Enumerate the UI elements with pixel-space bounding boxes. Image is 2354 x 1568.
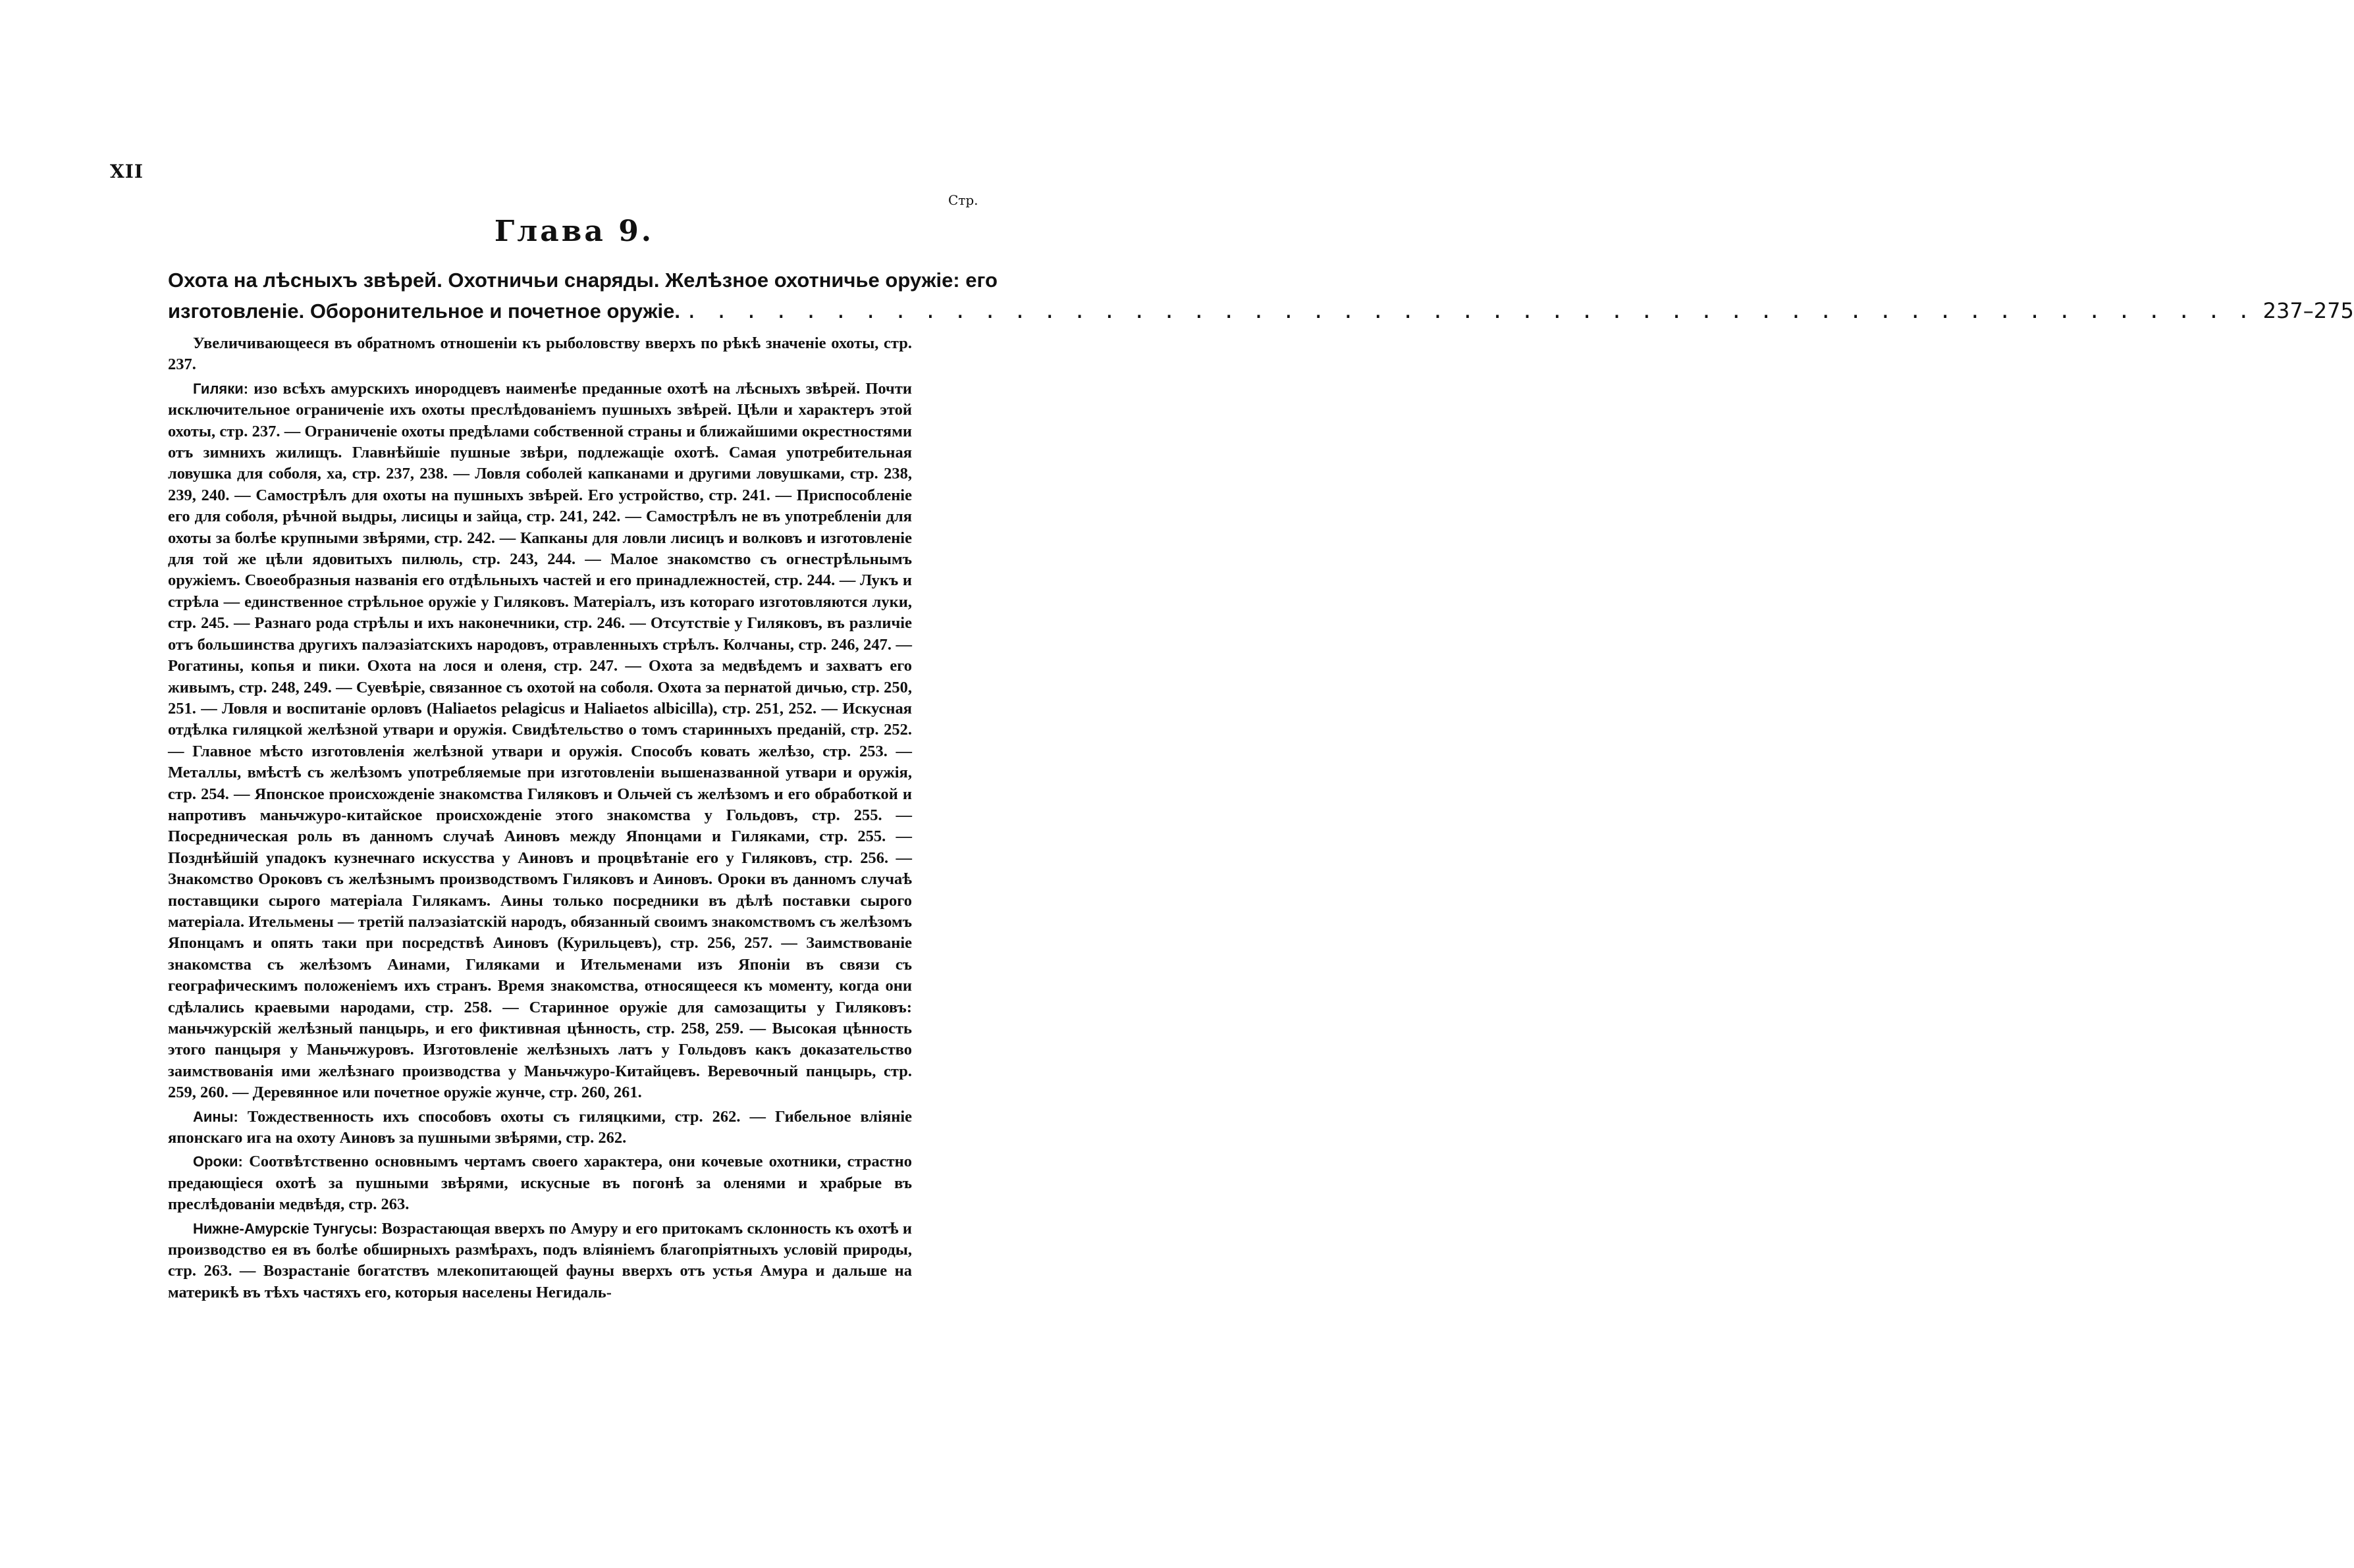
page-range: 237–275	[2262, 298, 2354, 323]
paragraph-text: изо всѣхъ амурскихъ инородцевъ наименѣе преданные охотѣ на лѣсныхъ звѣрей. Почти исключительное ограниченіе ихъ охоты преслѣдованіемъ пушныхъ звѣрей. Цѣли и характеръ этой охоты, стр. 237. — Ограниченіе охоты предѣлами собственной страны и ближайшими окрестностями отъ зимнихъ жилищъ. Главнѣйшіе пушные звѣри, подлежащіе охотѣ. Самая употребительная ловушка для соболя, ха, стр. 237, 238. — Ловля соболей капканами и другими ловушками, стр. 238, 239, 240. — Самострѣлъ для охоты на пушныхъ звѣрей. Его устройство, стр. 241. — Приспособленіе его для соболя, рѣчной выдры, лисицы и зайца, стр. 241, 242. — Самострѣлъ не въ употребленіи для охоты за болѣе крупными звѣрями, стр. 242. — Капканы для ловли лисицъ и волковъ и изготовленіе для той же цѣли ядовитыхъ пилюль, стр. 243, 244. — Малое знакомство съ огнестрѣльнымъ оружіемъ. Своеобразныя названія его отдѣльныхъ частей и его принадлежностей, стр. 244. — Лукъ и стрѣла — единственное стрѣльное оружіе у Гиляковъ. Матеріалъ, изъ котораго изготовляются луки, стр. 245. — Разнаго рода стрѣлы и ихъ наконечники, стр. 246. — Отсутствіе у Гиляковъ, въ различіе отъ большинства другихъ палэазіатскихъ народовъ, отравленныхъ стрѣлъ. Колчаны, стр. 246, 247. — Рогатины, копья и пики. Охота на лося и оленя, стр. 247. — Охота за медвѣдемъ и захватъ его живымъ, стр. 248, 249. — Суевѣріе, связанное съ охотой на соболя. Охота за пернатой дичью, стр. 250, 251. — Ловля и воспитаніе орловъ (Haliaetos pelagicus и Haliaetos albicilla), стр. 251, 252. — Искусная отдѣлка гиляцкой желѣзной утвари и оружія. Свидѣтельство о томъ старинныхъ преданій, стр. 252. — Главное мѣсто изготовленія желѣзной утвари и оружія. Способъ ковать желѣзо, стр. 253. — Металлы, вмѣстѣ съ желѣзомъ употребляемые при изготовленіи вышеназванной утвари и оружія, стр. 254. — Японское происхожденіе знакомства Гиляковъ и Ольчей съ желѣзомъ и его обработкой и напротивъ маньчжуро-китайское происхожденіе этого знакомства у Гольдовъ, стр. 255. — Посредническая роль въ данномъ случаѣ Аиновъ между Японцами и Гиляками, стр. 255. — Позднѣйшій упадокъ кузнечнаго искусства у Аиновъ и процвѣтаніе его у Гиляковъ, стр. 256. — Знакомство Ороковъ съ желѣзнымъ производствомъ Гиляковъ и Аиновъ. Ороки въ данномъ случаѣ поставщики сырого матеріала Гилякамъ. Аины только посредники въ дѣлѣ поставки сырого матеріала. Ительмены — третій палэазіатскій народъ, обязанный своимъ знакомствомъ съ желѣзомъ Японцамъ и опять таки при посредствѣ Аиновъ (Курильцевъ), стр. 256, 257. — Заимствованіе знакомства съ желѣзомъ Аинами, Гиляками и Ительменами изъ Японіи въ связи съ географическимъ положеніемъ ихъ странъ. Время знакомства, относящееся къ моменту, когда они сдѣлались краевыми народами, стр. 258. — Старинное оружіе для самозащиты у Гиляковъ: маньчжурскій желѣзный панцырь, и его фиктивная цѣнность, стр. 258, 259. — Высокая цѣнность этого панцыря у Маньчжуровъ. Изготовленіе желѣзныхъ латъ у Гольдовъ какъ доказательство заимствованія ими желѣзнаго производства у Маньчжуро-Китайцевъ. Веревочный панцырь, стр. 259, 260. — Деревянное или почетное оружіе жунче, стр. 260, 261.	[168, 379, 913, 1102]
leader-dots: . . . . . . . . . . . . . . . . . . . . . . . . . . . . . . . . . . . . . . . . . . . . . . . . . . . . .	[685, 300, 2253, 323]
paragraph-text: Соотвѣтственно основнымъ чертамъ своего характера, они кочевые охотники, страстно предающіеся охотѣ за пушными звѣрями, искусные въ погонѣ за оленями и храбрые въ преслѣдованіи медвѣдя, стр. 263.	[168, 1153, 913, 1214]
chapter-title: Глава 9.	[494, 215, 655, 248]
paragraph-text: Тождественность ихъ способовъ охоты съ гиляцкими, стр. 262. — Гибельное вліяніе японскаго ига на охоту Аиновъ за пушными звѣрями, стр. 262.	[168, 1107, 912, 1147]
paragraph-lead: Аины:	[193, 1108, 238, 1125]
paragraph-text: Возрастающая вверхъ по Амуру и его притокамъ склонность къ охотѣ и производство ея въ болѣе обширныхъ размѣрахъ, подъ вліяніемъ благопріятныхъ условій природы, стр. 263. — Возрастаніе богатствъ млекопитающей фауны вверхъ отъ устья Амура и дальше на материкѣ въ тѣхъ частяхъ его, которыя населены Негидаль-	[168, 1219, 913, 1301]
paragraph	[168, 379, 912, 1104]
chapter-heading-line2-text: изготовленіе. Оборонительное и почетное оружіе.	[168, 300, 680, 323]
paragraph	[168, 1218, 912, 1304]
column-label: Стр.	[948, 192, 978, 208]
paragraph	[168, 1107, 912, 1149]
paragraph-text: Увеличивающееся въ обратномъ отношеніи къ рыболовству вверхъ по рѣкѣ значеніе охоты, стр. 237.	[168, 334, 912, 374]
chapter-summary	[168, 333, 912, 1306]
page-number: XII	[110, 161, 144, 182]
paragraph-lead: Нижне-Амурскіе Тунгусы:	[193, 1220, 378, 1237]
paragraph-lead: Гиляки:	[193, 380, 249, 397]
chapter-heading	[168, 265, 2354, 327]
paragraph	[168, 1151, 912, 1215]
chapter-heading-line1: Охота на лѣсныхъ звѣрей. Охотничьи снаряды. Желѣзное охотничье оружіе: его	[168, 269, 998, 292]
paragraph	[168, 333, 912, 376]
paragraph-lead: Ороки:	[193, 1153, 243, 1170]
chapter-heading-line2	[168, 296, 2354, 327]
